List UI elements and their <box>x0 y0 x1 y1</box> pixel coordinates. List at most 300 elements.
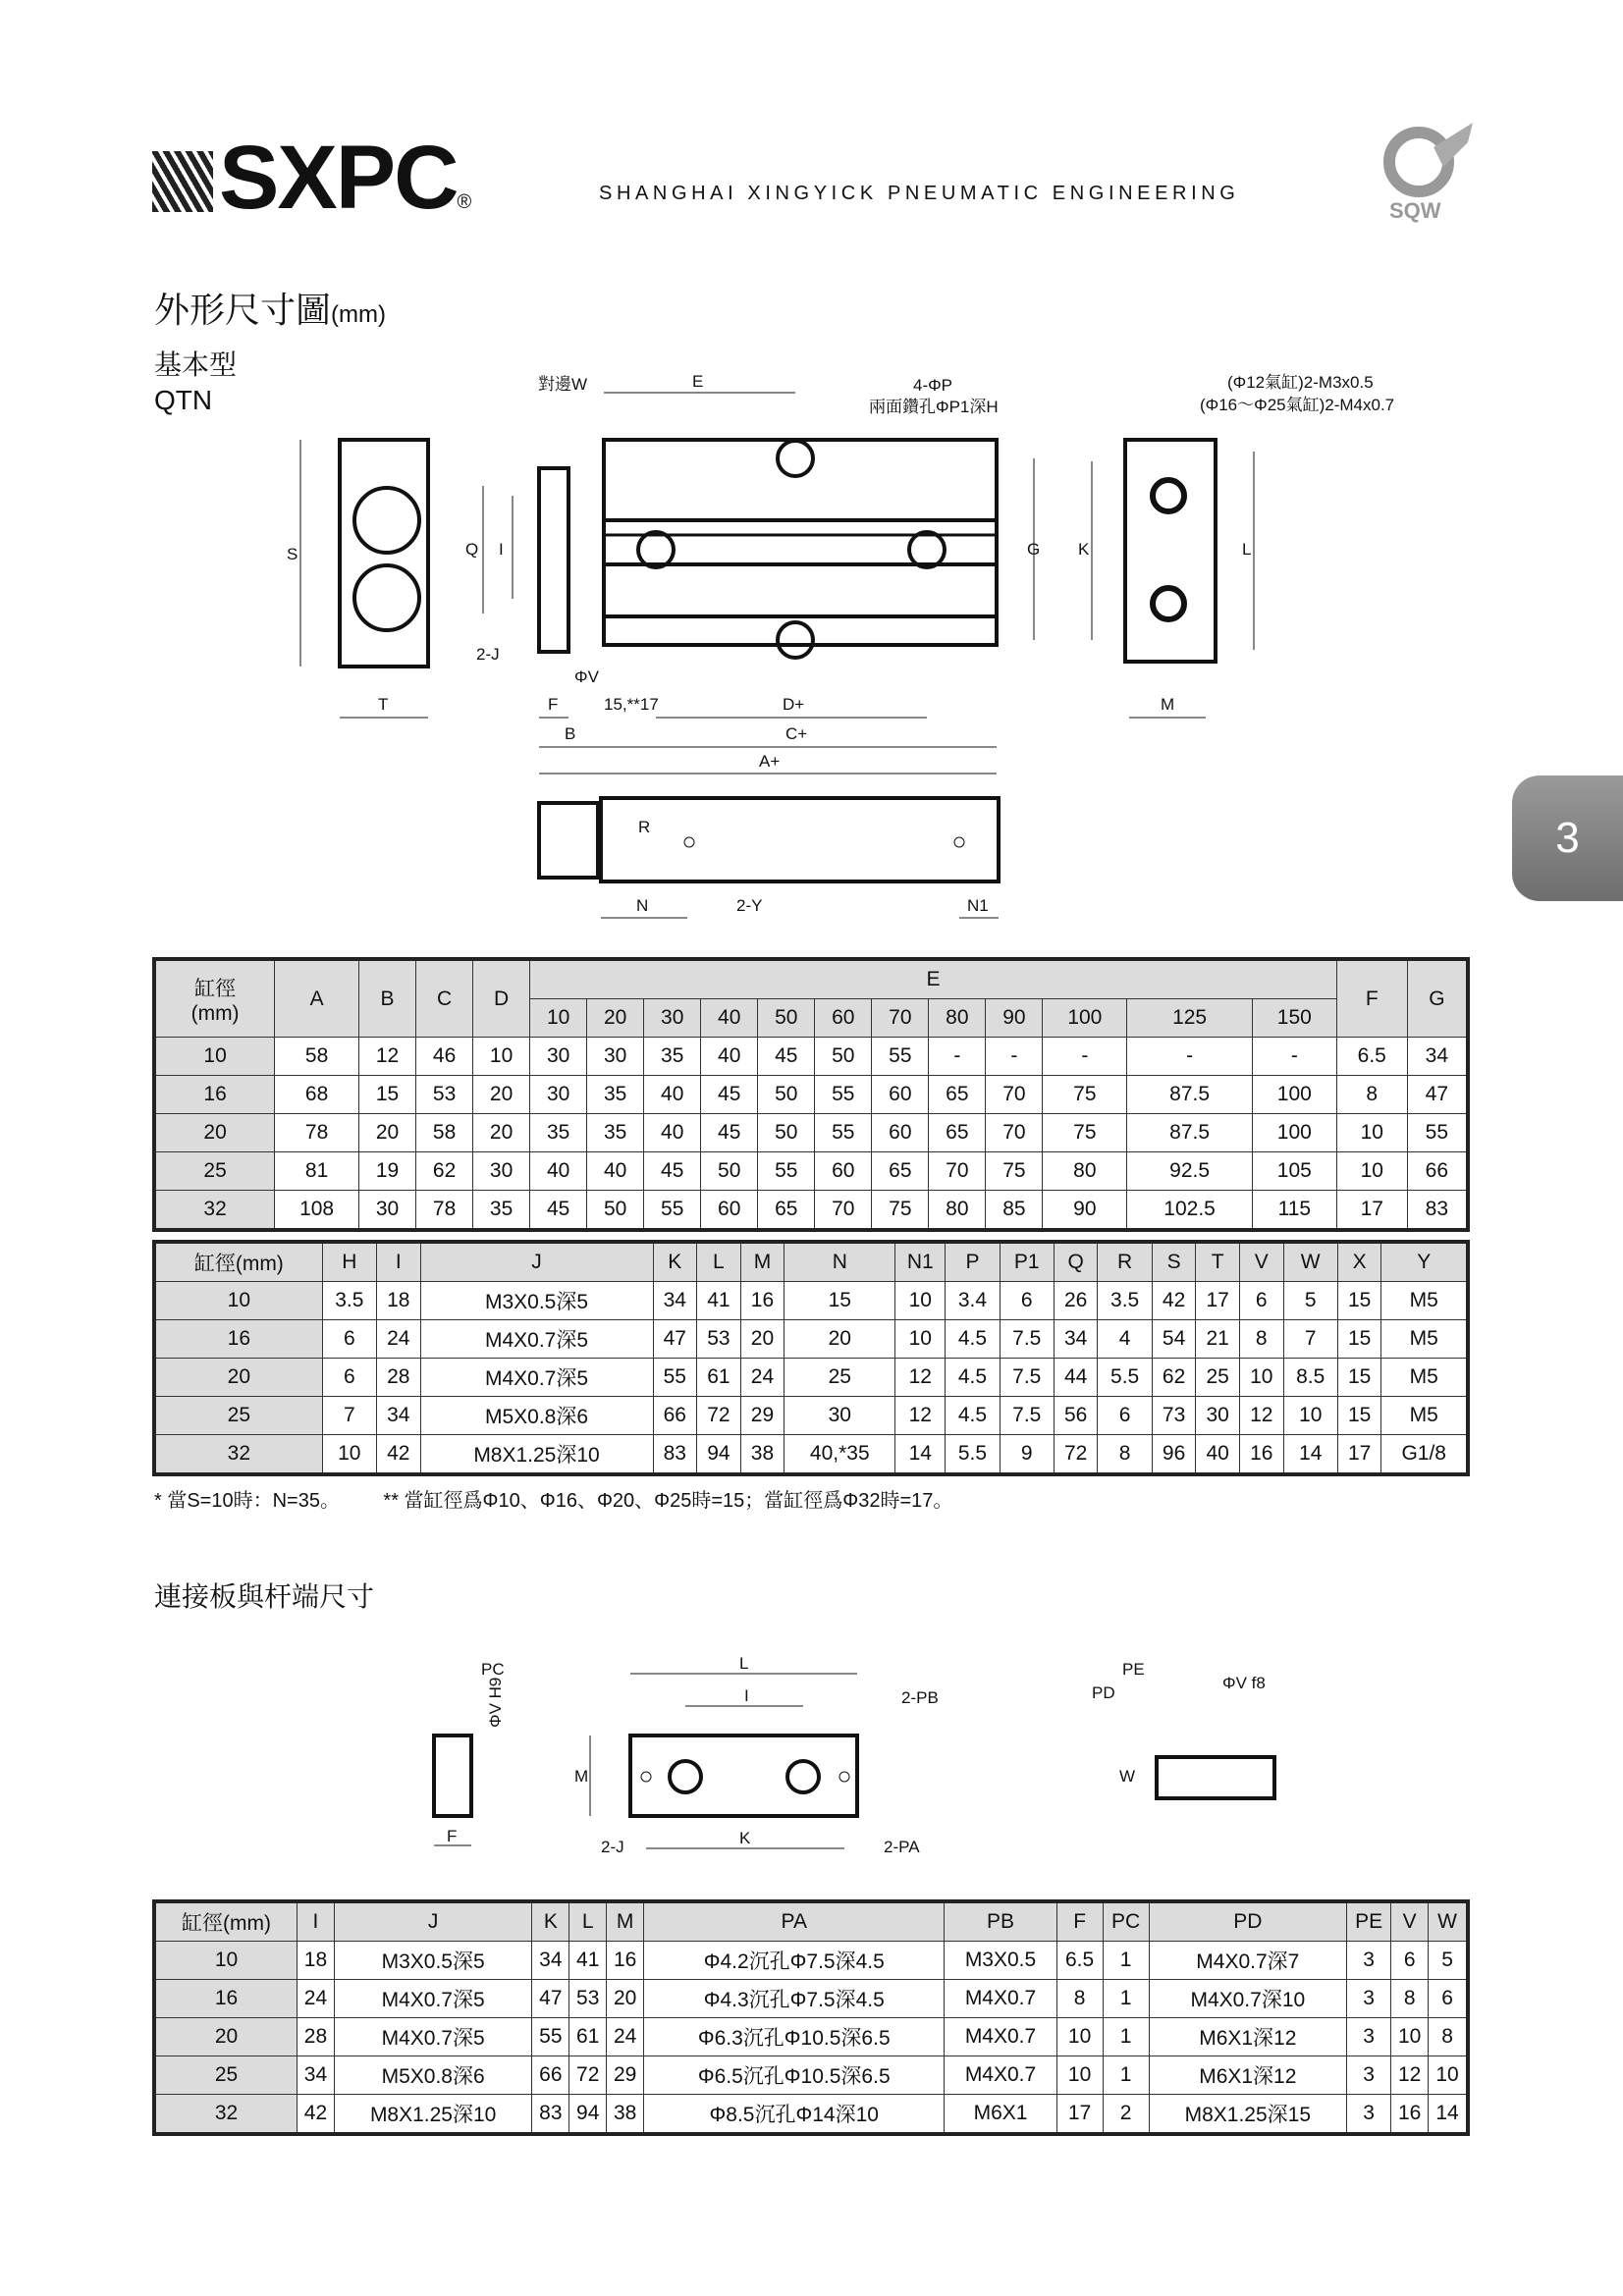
table-cell: 5 <box>1429 1942 1468 1980</box>
table-cell: 15 <box>1337 1397 1381 1435</box>
table-cell: 10 <box>895 1320 946 1359</box>
table-cell: 20 <box>154 2018 298 2056</box>
table-cell: 70 <box>929 1152 986 1191</box>
chapter-tab[interactable]: 3 <box>1512 775 1623 901</box>
table-cell: 12 <box>895 1397 946 1435</box>
company-name: SHANGHAI XINGYICK PNEUMATIC ENGINEERING <box>599 183 1240 204</box>
table-cell: 78 <box>275 1114 359 1152</box>
table-cell: 6 <box>322 1320 376 1359</box>
col-header: PB <box>945 1901 1056 1942</box>
side-view <box>604 440 997 645</box>
table-cell: 24 <box>607 2018 644 2056</box>
table-cell: 34 <box>298 2056 335 2095</box>
col-header: N <box>784 1242 895 1282</box>
table-cell: 75 <box>986 1152 1043 1191</box>
col-header: X <box>1337 1242 1381 1282</box>
col-header: J <box>420 1242 653 1282</box>
label-pb: 2-PB <box>901 1688 939 1707</box>
table-cell: M4X0.7 <box>945 2018 1056 2056</box>
table-cell: 40 <box>701 1038 758 1076</box>
table-cell: 3.5 <box>1098 1282 1152 1320</box>
table-cell: 60 <box>701 1191 758 1231</box>
col-header: J <box>334 1901 531 1942</box>
table-cell: 65 <box>929 1076 986 1114</box>
col-header: PC <box>1103 1901 1149 1942</box>
table-cell: 38 <box>607 2095 644 2135</box>
table-cell: 34 <box>376 1397 420 1435</box>
table-cell: 65 <box>758 1191 815 1231</box>
table-cell: 65 <box>929 1114 986 1152</box>
note-m4: (Φ16～Φ25氣缸)2-M4x0.7 <box>1200 396 1395 414</box>
table-cell: 45 <box>644 1152 701 1191</box>
table-cell: 21 <box>1196 1320 1240 1359</box>
table-cell: 25 <box>784 1359 895 1397</box>
col-header: Y <box>1381 1242 1468 1282</box>
table-cell: 3 <box>1347 2056 1391 2095</box>
table-cell: 30 <box>1196 1397 1240 1435</box>
col-header-e-stroke: 70 <box>872 999 929 1038</box>
table-cell: 34 <box>653 1282 697 1320</box>
table-cell: 34 <box>1054 1320 1098 1359</box>
table-cell: 40 <box>1196 1435 1240 1475</box>
table-cell: 72 <box>569 2056 607 2095</box>
bore-label: 缸徑 <box>194 977 237 1000</box>
table-cell: 10 <box>1429 2056 1468 2095</box>
table-cell: 102.5 <box>1127 1191 1253 1231</box>
table-cell: 17 <box>1337 1435 1381 1475</box>
table-cell: 53 <box>416 1076 473 1114</box>
table-cell: 47 <box>653 1320 697 1359</box>
table-cell: 53 <box>697 1320 741 1359</box>
col-header: T <box>1196 1242 1240 1282</box>
table-cell: M4X0.7深5 <box>420 1359 653 1397</box>
dim-i: I <box>499 540 504 559</box>
table-cell: 8 <box>1429 2018 1468 2056</box>
table-cell: 85 <box>986 1191 1043 1231</box>
table-cell: 47 <box>532 1980 569 2018</box>
table-cell: 7 <box>1283 1320 1337 1359</box>
table-cell: 35 <box>473 1191 530 1231</box>
col-header-e-stroke: 50 <box>758 999 815 1038</box>
col-header: D <box>473 959 530 1038</box>
table-cell: 32 <box>154 1191 275 1231</box>
table-cell: 8 <box>1391 1980 1429 2018</box>
table-cell: 72 <box>697 1397 741 1435</box>
table-row <box>154 1980 1468 2018</box>
col-header: I <box>298 1901 335 1942</box>
col-header: W <box>1283 1242 1337 1282</box>
table-cell: 105 <box>1252 1152 1336 1191</box>
table-cell: 50 <box>587 1191 644 1231</box>
table-cell: 30 <box>530 1076 587 1114</box>
table-cell: 7 <box>322 1397 376 1435</box>
title-unit: (mm) <box>331 301 386 328</box>
table-cell: 40 <box>644 1114 701 1152</box>
table-cell: M5 <box>1381 1320 1468 1359</box>
col-header: PD <box>1149 1901 1346 1942</box>
table-cell: 30 <box>473 1152 530 1191</box>
col-header: W <box>1429 1901 1468 1942</box>
table-cell: 75 <box>1043 1076 1127 1114</box>
table-cell: Φ4.2沉孔Φ7.5深4.5 <box>644 1942 945 1980</box>
dim-f2: F <box>447 1827 458 1845</box>
table-cell: M3X0.5深5 <box>420 1282 653 1320</box>
col-header: I <box>376 1242 420 1282</box>
table-cell: 6 <box>1000 1282 1054 1320</box>
table-row <box>154 2095 1468 2135</box>
table-cell: M3X0.5深5 <box>334 1942 531 1980</box>
table-cell: 24 <box>740 1359 784 1397</box>
basic-type-drawing <box>0 0 1623 942</box>
table-cell: 14 <box>895 1435 946 1475</box>
table-row <box>154 1076 1468 1114</box>
col-header-e-stroke: 10 <box>530 999 587 1038</box>
table-cell: 30 <box>784 1397 895 1435</box>
table-cell: 55 <box>815 1076 872 1114</box>
table-cell: 20 <box>784 1320 895 1359</box>
col-header: V <box>1391 1901 1429 1942</box>
col-header: P1 <box>1000 1242 1054 1282</box>
dim-15: 15,**17 <box>604 695 659 714</box>
dim-pd: PD <box>1092 1683 1115 1702</box>
table-cell: 96 <box>1152 1435 1196 1475</box>
title-text: 外形尺寸圖 <box>154 290 332 330</box>
label-p: 4-ΦP <box>913 376 953 395</box>
table-cell: 40 <box>587 1152 644 1191</box>
table-cell: 6 <box>1239 1282 1283 1320</box>
table-cell: 62 <box>416 1152 473 1191</box>
label-j: 2-J <box>476 645 500 664</box>
table-cell: 56 <box>1054 1397 1098 1435</box>
table-cell: 55 <box>872 1038 929 1076</box>
table-cell: 12 <box>359 1038 416 1076</box>
table-cell: 35 <box>587 1076 644 1114</box>
table-row <box>154 1435 1468 1475</box>
table-cell: 4 <box>1098 1320 1152 1359</box>
table-cell: 66 <box>532 2056 569 2095</box>
table-cell: M3X0.5 <box>945 1942 1056 1980</box>
table-cell: - <box>929 1038 986 1076</box>
table-cell: 30 <box>530 1038 587 1076</box>
table-cell: 17 <box>1196 1282 1240 1320</box>
table-cell: 10 <box>1056 2056 1103 2095</box>
label-pa: 2-PA <box>884 1838 920 1856</box>
table-cell: - <box>1127 1038 1253 1076</box>
table-cell: 16 <box>154 1980 298 2018</box>
table-cell: 32 <box>154 1435 322 1475</box>
table-cell: 18 <box>298 1942 335 1980</box>
dimension-table-1 <box>152 957 1470 1232</box>
table-cell: 8 <box>1239 1320 1283 1359</box>
table-cell: 6.5 <box>1056 1942 1103 1980</box>
table-cell: 55 <box>815 1114 872 1152</box>
table-cell: 45 <box>530 1191 587 1231</box>
label-p1: 兩面鑽孔ΦP1深H <box>869 398 999 416</box>
table-cell: M5 <box>1381 1282 1468 1320</box>
table-cell: 15 <box>359 1076 416 1114</box>
col-header: N1 <box>895 1242 946 1282</box>
dim-pc: PC <box>481 1660 505 1679</box>
table-cell: 115 <box>1252 1191 1336 1231</box>
table-cell: 73 <box>1152 1397 1196 1435</box>
connector-table <box>152 1899 1470 2136</box>
col-header-e: E <box>530 959 1337 999</box>
table-cell: 1 <box>1103 1980 1149 2018</box>
table-cell: - <box>986 1038 1043 1076</box>
dim-s: S <box>287 545 298 563</box>
end-view <box>1125 440 1216 662</box>
table-cell: 16 <box>607 1942 644 1980</box>
table-cell: M6X1深12 <box>1149 2018 1346 2056</box>
table-cell: 19 <box>359 1152 416 1191</box>
table-cell: 83 <box>532 2095 569 2135</box>
table-cell: 55 <box>1407 1114 1468 1152</box>
table-cell: 47 <box>1407 1076 1468 1114</box>
table-cell: M4X0.7深10 <box>1149 1980 1346 2018</box>
table-cell: - <box>1252 1038 1336 1076</box>
bore-header <box>154 959 275 1038</box>
model-name: QTN <box>154 385 213 415</box>
table-cell: 10 <box>1336 1114 1407 1152</box>
table-cell: 30 <box>587 1038 644 1076</box>
table-row <box>154 1038 1468 1076</box>
col-header-e-stroke: 150 <box>1252 999 1336 1038</box>
table-cell: M4X0.7深7 <box>1149 1942 1346 1980</box>
col-header: 缸徑(mm) <box>154 1242 322 1282</box>
dim-w: W <box>1119 1767 1136 1786</box>
table-cell: M4X0.7深5 <box>334 1980 531 2018</box>
dim-n: N <box>636 896 649 915</box>
table-cell: 35 <box>587 1114 644 1152</box>
col-header: C <box>416 959 473 1038</box>
table-cell: 28 <box>298 2018 335 2056</box>
footnote: * 當S=10時：N=35。 ** 當缸徑爲Φ10、Φ16、Φ20、Φ25時=15；當缸徑爲Φ32時=17。 <box>154 1490 953 1512</box>
table-cell: 50 <box>701 1152 758 1191</box>
col-header: V <box>1239 1242 1283 1282</box>
table-cell: 1 <box>1103 2056 1149 2095</box>
table-cell: 92.5 <box>1127 1152 1253 1191</box>
table-cell: 3.4 <box>946 1282 1000 1320</box>
label-v: ΦV <box>574 667 599 686</box>
table-cell: 16 <box>740 1282 784 1320</box>
table-row <box>154 1191 1468 1231</box>
col-header: B <box>359 959 416 1038</box>
table-cell: 20 <box>740 1320 784 1359</box>
label-w: 對邊W <box>538 375 588 394</box>
table-cell: Φ8.5沉孔Φ14深10 <box>644 2095 945 2135</box>
table-cell: 94 <box>569 2095 607 2135</box>
table-cell: 6 <box>1098 1397 1152 1435</box>
table-cell: M4X0.7深5 <box>334 2018 531 2056</box>
table-row <box>154 1942 1468 1980</box>
table-cell: 8 <box>1098 1435 1152 1475</box>
label-y: 2-Y <box>736 896 763 915</box>
table-cell: 75 <box>872 1191 929 1231</box>
table-cell: 60 <box>872 1076 929 1114</box>
table-cell: M8X1.25深10 <box>334 2095 531 2135</box>
table-cell: 9 <box>1000 1435 1054 1475</box>
col-header: Q <box>1054 1242 1098 1282</box>
table-cell: 20 <box>607 1980 644 2018</box>
dim-c: C+ <box>785 724 808 743</box>
table-cell: 78 <box>416 1191 473 1231</box>
table-cell: Φ4.3沉孔Φ7.5深4.5 <box>644 1980 945 2018</box>
col-header: 缸徑(mm) <box>154 1901 298 1942</box>
table-cell: 34 <box>532 1942 569 1980</box>
table-cell: 45 <box>758 1038 815 1076</box>
col-header-e-stroke: 80 <box>929 999 986 1038</box>
table-cell: 20 <box>473 1076 530 1114</box>
table-cell: 8 <box>1336 1076 1407 1114</box>
label-r: R <box>638 818 651 836</box>
table-cell: 7.5 <box>1000 1359 1054 1397</box>
table-cell: 70 <box>986 1114 1043 1152</box>
table-cell: 24 <box>376 1320 420 1359</box>
table-cell: 17 <box>1056 2095 1103 2135</box>
table-cell: M5 <box>1381 1359 1468 1397</box>
table-cell: 6 <box>1391 1942 1429 1980</box>
table-cell: 12 <box>1391 2056 1429 2095</box>
col-header: PE <box>1347 1901 1391 1942</box>
col-header: PA <box>644 1901 945 1942</box>
table-cell: 42 <box>298 2095 335 2135</box>
table-cell: 50 <box>758 1114 815 1152</box>
table-cell: 41 <box>697 1282 741 1320</box>
table-cell: 2 <box>1103 2095 1149 2135</box>
table-cell: 55 <box>758 1152 815 1191</box>
table-cell: 60 <box>815 1152 872 1191</box>
table-cell: 55 <box>532 2018 569 2056</box>
table-cell: Φ6.3沉孔Φ10.5深6.5 <box>644 2018 945 2056</box>
table-cell: 10 <box>154 1038 275 1076</box>
table-cell: 53 <box>569 1980 607 2018</box>
table-cell: 70 <box>986 1076 1043 1114</box>
table-cell: 25 <box>154 2056 298 2095</box>
table-cell: 55 <box>653 1359 697 1397</box>
table-cell: 10 <box>322 1435 376 1475</box>
table-cell: 29 <box>607 2056 644 2095</box>
col-header-e-stroke: 125 <box>1127 999 1253 1038</box>
table-cell: 15 <box>1337 1282 1381 1320</box>
table-cell: Φ6.5沉孔Φ10.5深6.5 <box>644 2056 945 2095</box>
dim-k: K <box>1078 540 1090 559</box>
table-cell: 12 <box>1239 1397 1283 1435</box>
dim-t: T <box>378 695 389 714</box>
col-header: F <box>1336 959 1407 1038</box>
col-header-e-stroke: 90 <box>986 999 1043 1038</box>
table-cell: 15 <box>1337 1320 1381 1359</box>
table-cell: 40 <box>644 1076 701 1114</box>
table-cell: 55 <box>644 1191 701 1231</box>
table-cell: M5X0.8深6 <box>420 1397 653 1435</box>
table-cell: 10 <box>1391 2018 1429 2056</box>
table-cell: 20 <box>359 1114 416 1152</box>
col-header: H <box>322 1242 376 1282</box>
table-cell: 20 <box>154 1114 275 1152</box>
table-cell: 42 <box>376 1435 420 1475</box>
dim-vh9: ΦV H9 <box>486 1677 505 1728</box>
col-header: M <box>607 1901 644 1942</box>
table-cell: 20 <box>473 1114 530 1152</box>
col-header-e-stroke: 60 <box>815 999 872 1038</box>
table-cell: 3 <box>1347 1942 1391 1980</box>
table-cell: 1 <box>1103 2018 1149 2056</box>
table-cell: 10 <box>895 1282 946 1320</box>
dim-l: L <box>1242 540 1252 559</box>
table-cell: 17 <box>1336 1191 1407 1231</box>
table-cell: - <box>1043 1038 1127 1076</box>
table-cell: 20 <box>154 1359 322 1397</box>
col-header-e-stroke: 40 <box>701 999 758 1038</box>
table-row <box>154 1359 1468 1397</box>
table-row <box>154 1282 1468 1320</box>
table-cell: 66 <box>1407 1152 1468 1191</box>
table-cell: 8.5 <box>1283 1359 1337 1397</box>
table-row <box>154 2018 1468 2056</box>
table-cell: 3 <box>1347 1980 1391 2018</box>
bore-unit: (mm) <box>190 1001 240 1025</box>
table-cell: 25 <box>1196 1359 1240 1397</box>
table-cell: 26 <box>1054 1282 1098 1320</box>
dim-m: M <box>1161 695 1175 714</box>
dim-i2: I <box>744 1686 749 1705</box>
table-row <box>154 2056 1468 2095</box>
table-cell: 4.5 <box>946 1320 1000 1359</box>
table-cell: 40,*35 <box>784 1435 895 1475</box>
dim-a: A+ <box>759 752 781 771</box>
table-cell: 94 <box>697 1435 741 1475</box>
table-cell: 16 <box>1239 1435 1283 1475</box>
note-m3: (Φ12氣缸)2-M3x0.5 <box>1227 373 1374 392</box>
table-cell: 6 <box>322 1359 376 1397</box>
table-cell: 62 <box>1152 1359 1196 1397</box>
table-cell: 10 <box>1056 2018 1103 2056</box>
table-cell: 10 <box>473 1038 530 1076</box>
table-cell: 16 <box>1391 2095 1429 2135</box>
table-cell: 10 <box>154 1942 298 1980</box>
table-cell: 50 <box>815 1038 872 1076</box>
col-header: L <box>697 1242 741 1282</box>
dim-f: F <box>548 695 559 714</box>
table-cell: 42 <box>1152 1282 1196 1320</box>
table-cell: 16 <box>154 1320 322 1359</box>
col-header: K <box>653 1242 697 1282</box>
table-cell: 28 <box>376 1359 420 1397</box>
table-cell: 5 <box>1283 1282 1337 1320</box>
table-row <box>154 1152 1468 1191</box>
table-cell: 4.5 <box>946 1359 1000 1397</box>
table-cell: M6X1 <box>945 2095 1056 2135</box>
table-cell: 10 <box>1283 1397 1337 1435</box>
table-row <box>154 1114 1468 1152</box>
col-header-e-stroke: 30 <box>644 999 701 1038</box>
dim-m2: M <box>574 1767 589 1786</box>
table-cell: 6.5 <box>1336 1038 1407 1076</box>
table-cell: 75 <box>1043 1114 1127 1152</box>
logo-text: SXPC <box>219 128 458 228</box>
table-cell: 38 <box>740 1435 784 1475</box>
table-cell: 24 <box>298 1980 335 2018</box>
table-cell: 10 <box>1336 1152 1407 1191</box>
dim-vf8: ΦV f8 <box>1222 1674 1266 1692</box>
table-cell: 29 <box>740 1397 784 1435</box>
table-cell: 45 <box>701 1076 758 1114</box>
table-cell: 68 <box>275 1076 359 1114</box>
table-cell: 61 <box>697 1359 741 1397</box>
table-cell: 15 <box>1337 1359 1381 1397</box>
table-row <box>154 1320 1468 1359</box>
table-cell: 8 <box>1056 1980 1103 2018</box>
